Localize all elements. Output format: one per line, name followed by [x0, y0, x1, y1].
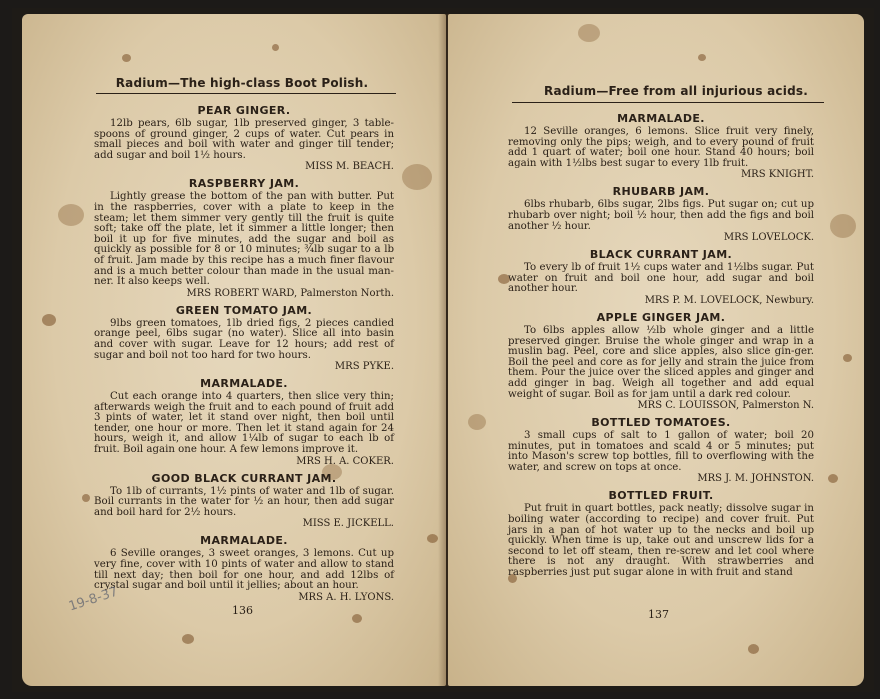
right-header-rule [512, 102, 824, 103]
recipe-title: MARMALADE. [200, 377, 288, 391]
recipe [94, 177, 394, 298]
recipe-author: MRS J. M. JOHNSTON. [697, 473, 814, 485]
recipe [508, 185, 814, 243]
recipe-body: Cut each orange into 4 quarters, then slice very thin; afterwards weigh the fruit and to each pound of fruit add 3 pints of water, let it stand over night, then boil until tender, one hour or more. Then let it stand again for 24 hours, weigh it, and allow 1¼lb of sugar to each lb of fruit. Boil again one hour. A few lemons improve it. [94, 391, 394, 456]
recipe-body: 12lb pears, 6lb sugar, 1lb preserved ginger, 3 table-spoons of ground ginger, 2 cups of water. Cut pears in small pieces and boil with water and ginger till tender; add sugar and boil 1½ hours. [94, 118, 394, 161]
recipe-body: Lightly grease the bottom of the pan with butter. Put in the raspberries, cover with a plate to keep in the steam; let them simmer very gently till the fruit is quite soft; take off the plate, let it simmer a little longer; then boil it up for five minutes, add the sugar and boil as quickly as possible for 8 or 10 minutes; ¾lb sugar to a lb of fruit. Jam made by this recipe has a much finer flavour and is a much better colour than made in the usual man-ner. It also keeps well. [94, 191, 394, 288]
left-page-number: 136 [232, 604, 253, 617]
recipe-body: To 6lbs apples allow ½lb whole ginger and a little preserved ginger. Bruise the whole ginger and wrap in a muslin bag. Peel, core and slice apples, also slice gin-ger. Boil the peel and core as for jelly and strain the juice from them. Pour the juice over the sliced apples and ginger and add ginger in bag. Weigh all together and add equal weight of sugar. Boil as for jam until a dark red colour. [508, 324, 814, 400]
recipe-author: MISS M. BEACH. [305, 161, 394, 173]
recipe-author: MRS LOVELOCK. [723, 232, 814, 244]
recipe-author: MRS C. LOUISSON, Palmerston N. [637, 400, 814, 412]
recipe-title: GOOD BLACK CURRANT JAM. [151, 471, 337, 485]
recipe-author: MRS ROBERT WARD, Palmerston North. [186, 287, 394, 299]
recipe [508, 416, 814, 484]
recipe-author: MRS KNIGHT. [740, 169, 814, 181]
right-recipes [508, 112, 814, 584]
recipe [508, 311, 814, 411]
pencil-note: 19-8-37 [66, 584, 120, 615]
recipe-author: MISS E. JICKELL. [302, 518, 394, 530]
recipe-body: 3 small cups of salt to 1 gallon of water; boil 20 minutes, put in tomatoes and scald 4 or 5 minutes; put into Mason's screw top bottles, fill to overflowing with the water, and screw on tops at once. [508, 430, 814, 473]
recipe-body: 6 Seville oranges, 3 sweet oranges, 3 lemons. Cut up very fine, cover with 10 pints of water and allow to stand till next day; then boil for one hour, and add 12lbs of crystal sugar and boil until it jellies; about an hour. [94, 548, 394, 592]
recipe-title: RASPBERRY JAM. [188, 177, 300, 191]
left-recipes [94, 104, 394, 608]
left-page [22, 14, 446, 686]
recipe-body: To every lb of fruit 1½ cups water and 1½lbs sugar. Put water on fruit and boil one hour, add sugar and boil another hour. [508, 262, 814, 295]
recipe-body: 6lbs rhubarb, 6lbs sugar, 2lbs figs. Put sugar on; cut up rhubarb over night; boil ½ hour, then add the figs and boil another ½ hour. [508, 199, 814, 232]
recipe-body: 9lbs green tomatoes, 1lb dried figs, 2 pieces candied orange peel, 6lbs sugar (no water). Slice all into basin and cover with sugar. Leave for 12 hours; add rest of sugar and boil not too hard for two hours. [94, 317, 394, 361]
recipe [508, 112, 814, 180]
recipe [508, 248, 814, 306]
recipe-title: BOTTLED FRUIT. [608, 489, 714, 503]
recipe-title: RHUBARB JAM. [612, 185, 710, 199]
recipe [94, 472, 394, 530]
right-running-header: Radium—Free from all injurious acids. [544, 84, 808, 98]
recipe-author: MRS P. M. LOVELOCK, Newbury. [644, 294, 814, 306]
recipe-title: PEAR GINGER. [197, 104, 291, 117]
recipe [94, 104, 394, 172]
open-book [12, 8, 874, 692]
recipe-author: MRS H. A. COKER. [296, 455, 394, 467]
recipe-author: MRS A. H. LYONS. [298, 591, 394, 603]
recipe-title: GREEN TOMATO JAM. [175, 303, 313, 317]
right-page-number: 137 [648, 608, 669, 621]
recipe [94, 534, 394, 602]
recipe-title: BLACK CURRANT JAM. [589, 248, 733, 262]
recipe-title: APPLE GINGER JAM. [596, 310, 726, 324]
recipe-title: MARMALADE. [200, 534, 288, 548]
recipe-author: MRS PYKE. [334, 361, 394, 373]
left-header-rule [96, 93, 396, 94]
recipe-title: MARMALADE. [617, 112, 705, 125]
recipe-body: 12 Seville oranges, 6 lemons. Slice fruit very finely, removing only the pips; weigh, and to every pound of fruit add 1 quart of water; boil one hour. Stand 40 hours; boil again with 1½lbs best sugar to every 1lb fruit. [508, 126, 814, 169]
recipe-body: To 1lb of currants, 1½ pints of water and 1lb of sugar. Boil currants in the water for ½ an hour, then add sugar and boil hard for 2½ hours. [94, 485, 394, 518]
recipe-title: BOTTLED TOMATOES. [591, 416, 731, 430]
recipe [508, 489, 814, 578]
right-page [448, 14, 864, 686]
left-running-header: Radium—The high-class Boot Polish. [115, 76, 369, 90]
recipe-body: Put fruit in quart bottles, pack neatly; dissolve sugar in boiling water (according to recipe) and cover fruit. Put jars in a pan of hot water up to the necks and boil up quickly. When time is up, take out and unscrew lids for a second to let off steam, then re-screw and let cool where there is not any draught. With strawberries and raspberries just put sugar alone in with fruit and stand [508, 503, 814, 579]
recipe [94, 304, 394, 372]
recipe [94, 377, 394, 467]
